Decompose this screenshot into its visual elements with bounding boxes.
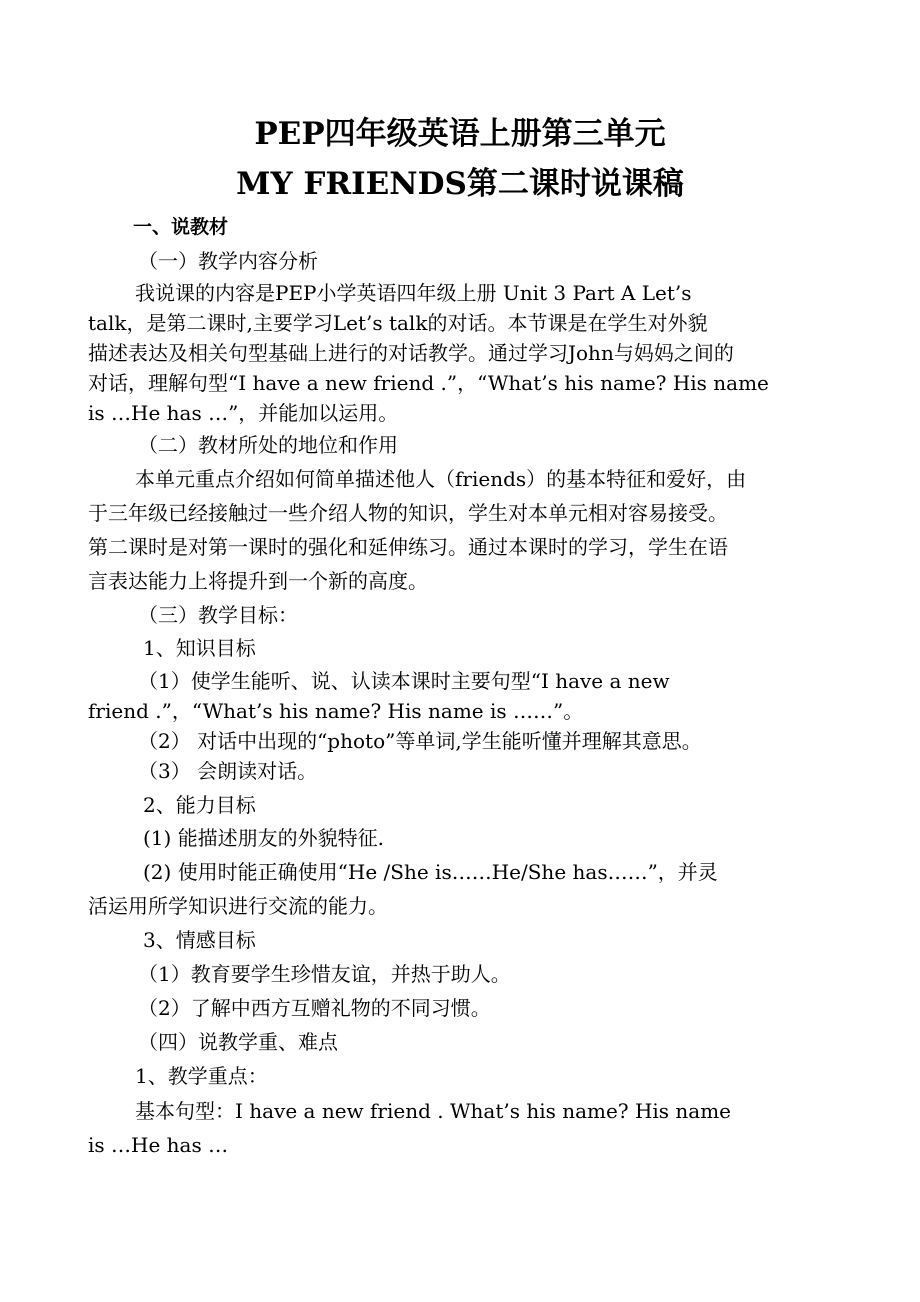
subsection-heading: （二）教材所处的地位和作用 <box>138 433 398 457</box>
goal-heading: 2、能力目标 <box>143 793 256 817</box>
paragraph-line: is …He has … <box>88 1133 229 1157</box>
goal-item: (1) 能描述朋友的外貌特征. <box>143 826 385 850</box>
paragraph-line: 描述表达及相关句型基础上进行的对话教学。通过学习John与妈妈之间的 <box>88 341 734 365</box>
goal-item: friend .”，“What’s his name? His name is ……”。 <box>88 699 584 723</box>
paragraph-line: is …He has …”，并能加以运用。 <box>88 401 399 425</box>
paragraph-line: 于三年级已经接触过一些介绍人物的知识，学生对本单元相对容易接受。 <box>88 501 728 525</box>
goal-item: 活运用所学知识进行交流的能力。 <box>88 894 388 918</box>
goal-item: （3） 会朗读对话。 <box>138 759 318 783</box>
subsection-heading: （一）教学内容分析 <box>138 249 318 273</box>
document-title-line1: PEP四年级英语上册第三单元 <box>254 116 666 152</box>
goal-item: （2） 对话中出现的“photo”等单词,学生能听懂并理解其意思。 <box>138 729 702 753</box>
paragraph-line: 对话，理解句型“I have a new friend .”，“What’s his name? His name <box>88 371 769 395</box>
paragraph-line: 第二课时是对第一课时的强化和延伸练习。通过本课时的学习，学生在语 <box>88 535 728 559</box>
paragraph-line: 言表达能力上将提升到一个新的高度。 <box>88 569 428 593</box>
paragraph-line: 我说课的内容是PEP小学英语四年级上册 Unit 3 Part A Let’s <box>135 281 692 305</box>
document-title-line2: MY FRIENDS第二课时说课稿 <box>236 166 684 202</box>
goal-item: （2）了解中西方互赠礼物的不同习惯。 <box>138 996 491 1020</box>
goal-heading: 1、知识目标 <box>143 636 256 660</box>
subsection-heading: （四）说教学重、难点 <box>138 1030 338 1054</box>
section-heading: 一、说教材 <box>133 216 229 238</box>
goal-item: (2) 使用时能正确使用“He /She is……He/She has……”，并灵 <box>143 860 718 884</box>
goal-item: （1）教育要学生珍惜友谊，并热于助人。 <box>138 962 511 986</box>
subsection-heading: （三）教学目标： <box>138 603 298 627</box>
goal-heading: 3、情感目标 <box>143 928 256 952</box>
goal-heading: 1、教学重点： <box>135 1064 268 1088</box>
goal-item: （1）使学生能听、说、认读本课时主要句型“I have a new <box>138 669 670 693</box>
paragraph-line: 本单元重点介绍如何简单描述他人（friends）的基本特征和爱好，由 <box>135 467 747 491</box>
paragraph-line: 基本句型：I have a new friend . What’s his name? His name <box>135 1099 732 1123</box>
paragraph-line: talk，是第二课时,主要学习Let’s talk的对话。本节课是在学生对外貌 <box>88 311 708 335</box>
